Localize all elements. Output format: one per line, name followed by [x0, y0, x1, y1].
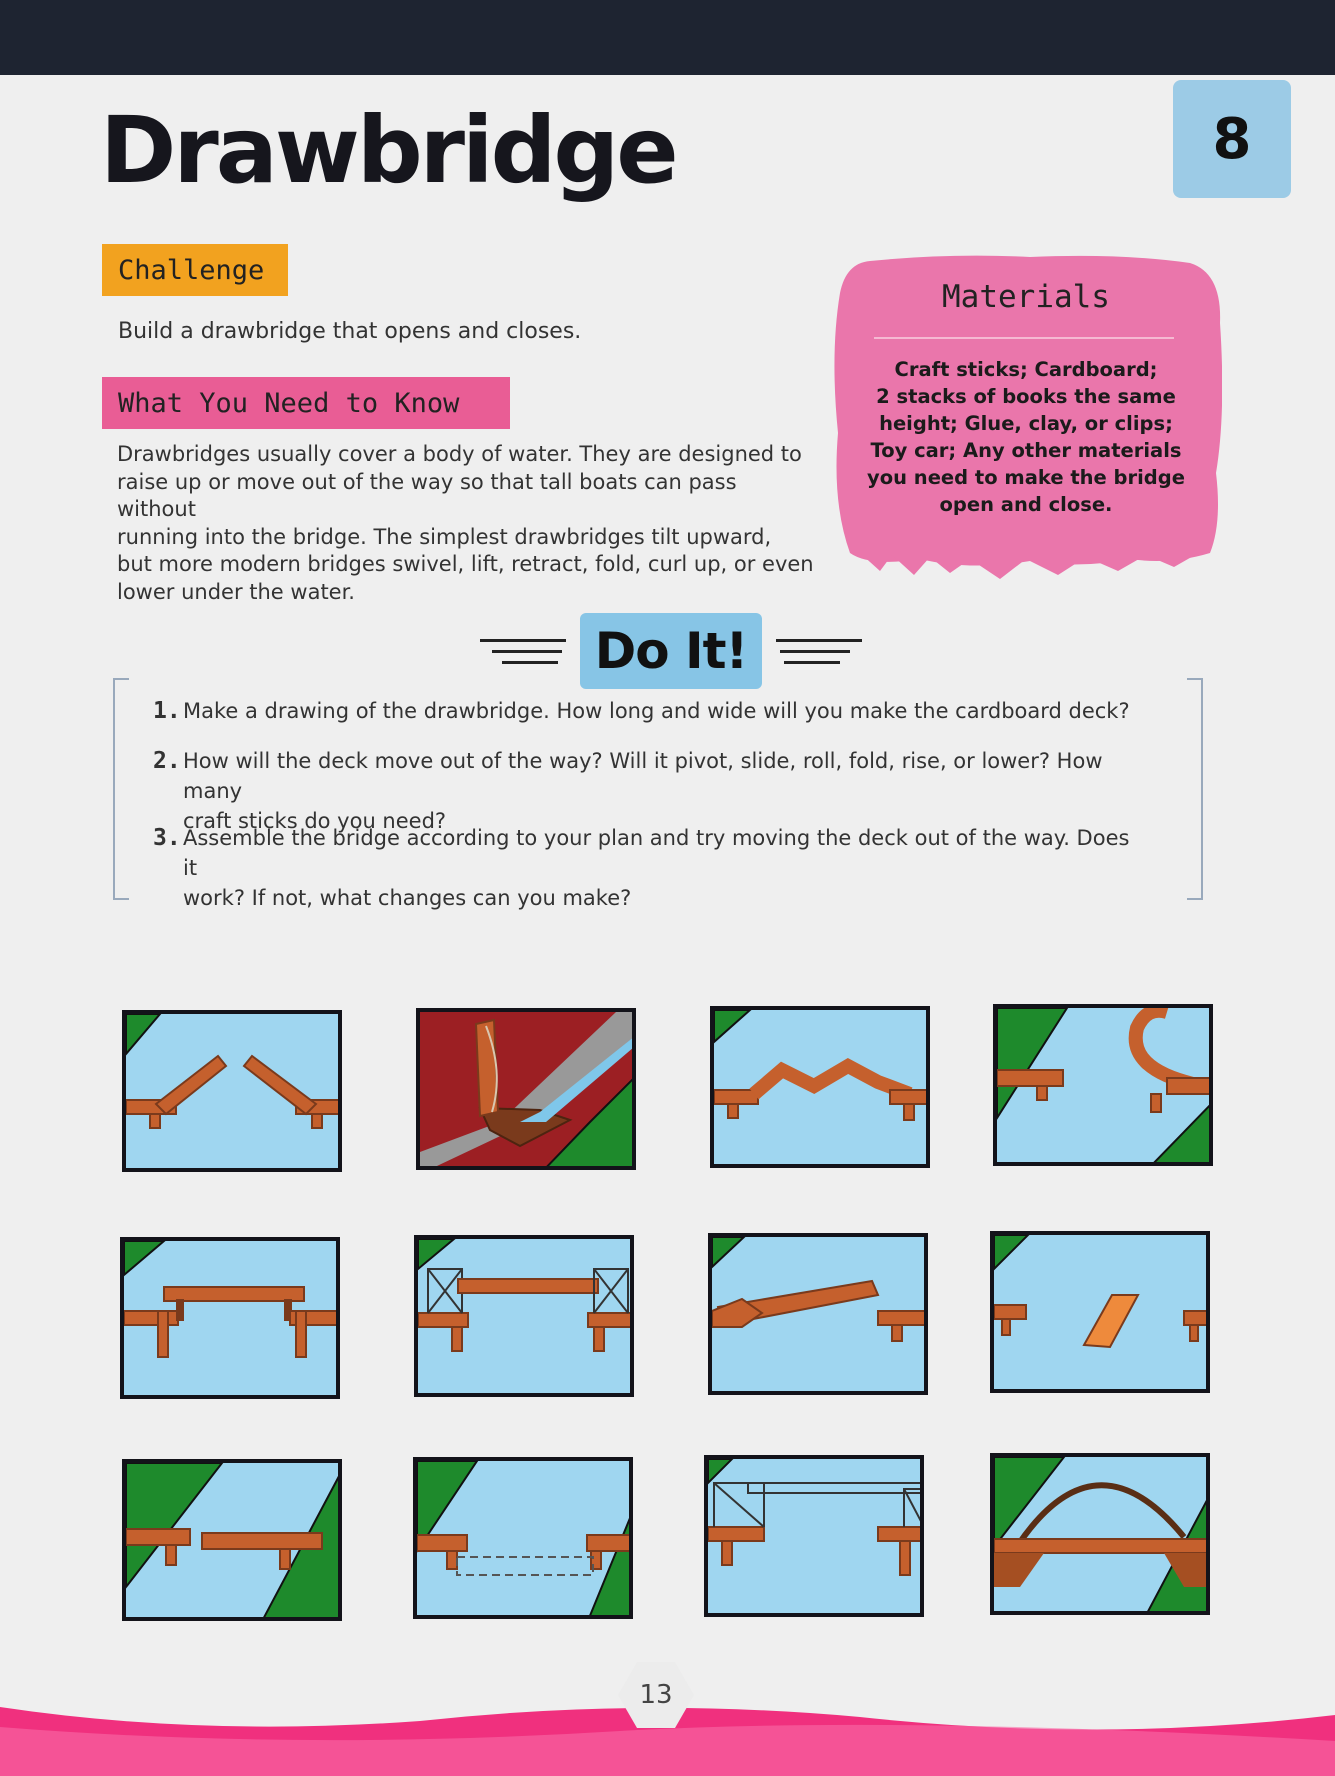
materials-box: [830, 253, 1222, 633]
step-number: 2.: [153, 748, 181, 774]
step-line: How will the deck move out of the way? Will it pivot, slide, roll, fold, rise, or lower? How many: [183, 749, 1103, 803]
illustration-curling: [993, 1004, 1213, 1166]
page-number-badge: [617, 1660, 695, 1730]
speed-line-right: [776, 639, 862, 642]
page-number: 13: [639, 1680, 673, 1710]
illustration-retractable: [708, 1233, 928, 1395]
illustration-bascule-split: [122, 1010, 342, 1172]
materials-line: you need to make the bridge: [867, 466, 1185, 489]
need-to-know-line: lower under the water.: [117, 579, 355, 604]
need-to-know-label: What You Need to Know: [102, 377, 510, 429]
illustration-submersible: [413, 1457, 633, 1619]
book-page: [0, 75, 1335, 1776]
step-text: [183, 823, 1143, 913]
challenge-text: Build a drawbridge that opens and closes.: [118, 319, 582, 344]
materials-line: 2 stacks of books the same: [876, 385, 1176, 408]
illustration-arch-tilt: [990, 1453, 1210, 1615]
need-to-know-text: [117, 441, 817, 606]
illustration-folding: [710, 1006, 930, 1168]
step-line: Make a drawing of the drawbridge. How long and wide will you make the cardboard deck?: [183, 699, 1130, 723]
speed-line-left: [480, 639, 566, 642]
materials-line: open and close.: [939, 493, 1113, 516]
right-bracket: [1187, 678, 1203, 900]
materials-line: Craft sticks; Cardboard;: [894, 358, 1158, 381]
step-line: work? If not, what changes can you make?: [183, 886, 632, 910]
need-to-know-line: Drawbridges usually cover a body of water. They are designed to: [117, 442, 802, 466]
do-it-title: Do It!: [580, 613, 762, 689]
materials-line: Toy car; Any other materials: [870, 439, 1182, 462]
materials-list: [856, 356, 1196, 518]
materials-title: Materials: [942, 279, 1110, 315]
challenge-label: Challenge: [102, 244, 288, 296]
page-title: Drawbridge: [100, 97, 676, 204]
step-number: 1.: [153, 698, 181, 724]
illustration-overhead-lift: [704, 1455, 924, 1617]
step-number: 3.: [153, 825, 181, 851]
illustration-lift-raised: [120, 1237, 340, 1399]
illustration-vertical-lift-towers: [414, 1235, 634, 1397]
materials-line: height; Glue, clay, or clips;: [879, 412, 1173, 435]
illustration-sliding: [122, 1459, 342, 1621]
speed-line-left: [502, 661, 558, 664]
speed-line-right: [784, 661, 840, 664]
steps-list: [113, 678, 1203, 910]
step-line: Assemble the bridge according to your plan and try moving the deck out of the way. Does it: [183, 826, 1130, 880]
materials-divider: [874, 337, 1174, 339]
need-to-know-line: but more modern bridges swivel, lift, retract, fold, curl up, or even: [117, 552, 814, 576]
illustration-floating-deck: [990, 1231, 1210, 1393]
illustration-castle-gate: [416, 1008, 636, 1170]
activity-number-badge: 8: [1173, 80, 1291, 198]
need-to-know-line: running into the bridge. The simplest drawbridges tilt upward,: [117, 524, 772, 549]
left-bracket: [113, 678, 129, 900]
speed-line-left: [492, 650, 562, 653]
need-to-know-line: raise up or move out of the way so that tall boats can pass without: [117, 469, 737, 521]
step-text: [183, 696, 1143, 726]
speed-line-right: [780, 650, 850, 653]
step-line: craft sticks do you need?: [183, 809, 447, 833]
